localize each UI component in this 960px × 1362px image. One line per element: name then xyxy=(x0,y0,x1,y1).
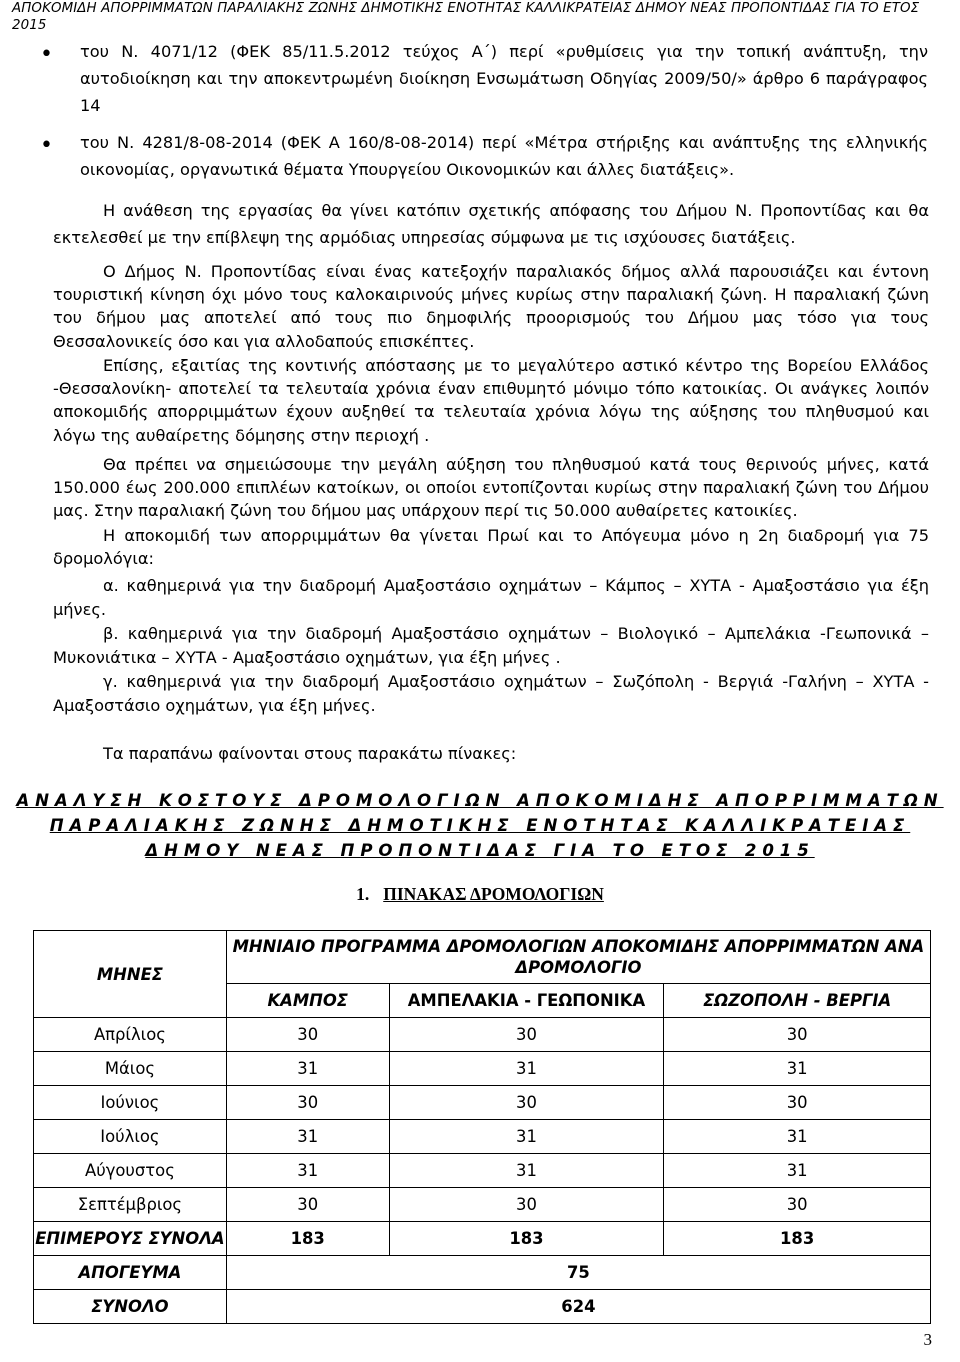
value-cell: 31 xyxy=(389,1052,664,1086)
value-cell: 30 xyxy=(664,1188,931,1222)
afternoon-label: ΑΠΟΓΕΥΜΑ xyxy=(34,1256,227,1290)
subtotal-cell: 183 xyxy=(389,1222,664,1256)
route-c: γ. καθημερινά για την διαδρομή Αμαξοστάσιο οχημάτων – Σωζόπολη - Βεργιά -Γαλήνη – ΧΥΤΑ - Αμαξοστάσιο οχημάτων, για έξη μήνες. xyxy=(53,672,929,715)
month-cell: Αύγουστος xyxy=(34,1154,227,1188)
afternoon-value: 75 xyxy=(226,1256,930,1290)
table-header-row xyxy=(34,931,931,984)
subtotals-label: ΕΠΙΜΕΡΟΥΣ ΣΥΝΟΛΑ xyxy=(34,1222,227,1256)
value-cell: 30 xyxy=(226,1086,389,1120)
section-title: ΠΙΝΑΚΑΣ ΔΡΟΜΟΛΟΓΙΩΝ xyxy=(383,884,604,904)
section-number: 1. xyxy=(356,884,370,904)
table-row xyxy=(34,1154,931,1188)
cost-analysis-title-line-2: ΠΑΡΑΛΙΑΚΗΣ ΖΩΝΗΣ ΔΗΜΟΤΙΚΗΣ ΕΝΟΤΗΤΑΣ ΚΑΛΛΙΚΡΑΤΕΙΑΣ xyxy=(49,816,911,835)
month-cell: Ιούνιος xyxy=(34,1086,227,1120)
population-paragraph: Θα πρέπει να σημειώσουμε την μεγάλη αύξηση του πληθυσμού κατά τους θερινούς μήνες, κατά 150.000 έως 200.000 επιπλέων κατοίκων, οι οποίοι εντοπίζονται κυρίως στην παραλιακή ζώνη του Δήμου μας. Στην παραλιακή ζώνη του δήμου μας υπάρχουν περί τις 50.000 αυθαίρετες κατοικίες. xyxy=(53,455,929,521)
value-cell: 30 xyxy=(389,1018,664,1052)
route-a: α. καθημερινά για την διαδρομή Αμαξοστάσιο οχημάτων – Κάμπος – ΧΥΤΑ - Αμαξοστάσιο για έξη μήνες. xyxy=(53,576,929,619)
value-cell: 31 xyxy=(226,1154,389,1188)
value-cell: 30 xyxy=(664,1086,931,1120)
municipality-paragraph: Ο Δήμος Ν. Προποντίδας είναι ένας κατεξοχήν παραλιακός δήμος αλλά παρουσιάζει και έντονη τουριστική κίνηση όχι μόνο τους καλοκαιρινούς μήνες κυρίως στην παραλιακή ζώνη. Η παραλιακή ζώνη του δήμου μας αποτελεί από τους πιο δημοφιλής προορισμούς του Δήμου μας τόσο για τους Θεσσαλονικείς όσο και για αλλοδαπούς επισκέπτες. xyxy=(53,262,929,351)
total-label: ΣΥΝΟΛΟ xyxy=(34,1290,227,1324)
month-cell: Ιούλιος xyxy=(34,1120,227,1154)
total-row xyxy=(34,1290,931,1324)
value-cell: 31 xyxy=(664,1052,931,1086)
routes-table xyxy=(33,930,931,1324)
program-header: ΜΗΝΙΑΙΟ ΠΡΟΓΡΑΜΜΑ ΔΡΟΜΟΛΟΓΙΩΝ ΑΠΟΚΟΜΙΔΗΣ ΑΠΟΡΡΙΜΜΑΤΩΝ ΑΝΑ ΔΡΟΜΟΛΟΓΙΟ xyxy=(226,931,930,984)
month-cell: Μάιος xyxy=(34,1052,227,1086)
months-header: ΜΗΝΕΣ xyxy=(34,931,227,1018)
cost-analysis-title-line-3: ΔΗΜΟΥ ΝΕΑΣ ΠΡΟΠΟΝΤΙΔΑΣ ΓΙΑ ΤΟ ΕΤΟΣ 2015 xyxy=(145,841,815,860)
table-row xyxy=(34,1018,931,1052)
subtotal-cell: 183 xyxy=(664,1222,931,1256)
document-header: ΑΠΟΚΟΜΙΔΗ ΑΠΟΡΡΙΜΜΑΤΩΝ ΠΑΡΑΛΙΑΚΗΣ ΖΩΝΗΣ ΔΗΜΟΤΙΚΗΣ ΕΝΟΤΗΤΑΣ ΚΑΛΛΙΚΡΑΤΕΙΑΣ ΔΗΜΟΥ ΝΕΑΣ ΠΡΟΠΟΝΤΙΔΑΣ ΓΙΑ ΤΟ ΕΤΟΣ 2015 xyxy=(12,1,920,33)
subtotal-cell: 183 xyxy=(226,1222,389,1256)
bullet-icon: • xyxy=(40,133,53,158)
cost-analysis-title-line-1: ΑΝΑΛΥΣΗ ΚΟΣΤΟΥΣ ΔΡΟΜΟΛΟΓΙΩΝ ΑΠΟΚΟΜΙΔΗΣ ΑΠΟΡΡΙΜΜΑΤΩΝ xyxy=(16,791,944,810)
bullet-icon: • xyxy=(40,42,53,67)
afternoon-row xyxy=(34,1256,931,1290)
value-cell: 31 xyxy=(389,1154,664,1188)
assignment-paragraph: Η ανάθεση της εργασίας θα γίνει κατόπιν σχετικής απόφασης του Δήμου Ν. Προποντίδας και θα εκτελεσθεί με την επίβλεψη της αρμόδιας υπηρεσίας σύμφωνα με τις ισχύουσες διατάξεις. xyxy=(53,201,929,247)
value-cell: 31 xyxy=(226,1052,389,1086)
page-number: 3 xyxy=(923,1330,932,1349)
route-header-kampos: ΚΑΜΠΟΣ xyxy=(226,984,389,1018)
collection-paragraph: Η αποκομιδή των απορριμμάτων θα γίνεται Πρωί και το Απόγευμα μόνο η 2η διαδρομή για 75 δρομολόγια: xyxy=(53,526,929,569)
route-header-sozopoli: ΣΩΖΟΠΟΛΗ - ΒΕΡΓΙΑ xyxy=(664,984,931,1018)
value-cell: 30 xyxy=(389,1188,664,1222)
value-cell: 30 xyxy=(226,1188,389,1222)
value-cell: 30 xyxy=(389,1086,664,1120)
legal-reference-item: του Ν. 4071/12 (ΦΕΚ 85/11.5.2012 τεύχος Α΄) περί «ρυθμίσεις για την τοπική ανάπτυξη, την αυτοδιοίκηση και την αποκεντρωμένη διοίκηση Ενσωμάτωση Οδηγίας 2009/50/» άρθρο 6 παράγραφος 14 xyxy=(80,42,928,115)
value-cell: 31 xyxy=(664,1120,931,1154)
value-cell: 31 xyxy=(389,1120,664,1154)
value-cell: 31 xyxy=(226,1120,389,1154)
table-row xyxy=(34,1086,931,1120)
section-heading xyxy=(0,884,960,905)
table-row xyxy=(34,1052,931,1086)
route-header-ampelakia: ΑΜΠΕΛΑΚΙΑ - ΓΕΩΠΟΝΙΚΑ xyxy=(389,984,664,1018)
route-b: β. καθημερινά για την διαδρομή Αμαξοστάσιο οχημάτων – Βιολογικό – Αμπελάκια -Γεωπονικά – Μυκονιάτικα – ΧΥΤΑ - Αμαξοστάσιο οχημάτων, για έξη μήνες . xyxy=(53,624,929,667)
value-cell: 30 xyxy=(664,1018,931,1052)
month-cell: Απρίλιος xyxy=(34,1018,227,1052)
proximity-paragraph: Επίσης, εξαιτίας της κοντινής απόστασης με το μεγαλύτερο αστικό κέντρο της Βορείου Ελλάδος -Θεσσαλονίκη- αποτελεί τα τελευταία χρόνια έναν επιθυμητό μόνιμο τόπο κατοικίας. Οι ανάγκες λοιπόν αποκομιδής απορριμμάτων έχουν αυξηθεί τα τελευταία χρόνια λόγω της αύξησης του πληθυσμού και λόγω της αυθαίρετης δόμησης στην περιοχή . xyxy=(53,356,929,445)
tables-intro: Τα παραπάνω φαίνονται στους παρακάτω πίνακες: xyxy=(103,744,517,763)
value-cell: 30 xyxy=(226,1018,389,1052)
table-row xyxy=(34,1120,931,1154)
value-cell: 31 xyxy=(664,1154,931,1188)
table-row xyxy=(34,1188,931,1222)
legal-reference-item: του Ν. 4281/8-08-2014 (ΦΕΚ Α 160/8-08-2014) περί «Μέτρα στήριξης και ανάπτυξης της ελληνικής οικονομίας, οργανωτικά θέματα Υπουργείου Οικονομικών και άλλες διατάξεις». xyxy=(80,133,928,179)
subtotals-row xyxy=(34,1222,931,1256)
month-cell: Σεπτέμβριος xyxy=(34,1188,227,1222)
total-value: 624 xyxy=(226,1290,930,1324)
